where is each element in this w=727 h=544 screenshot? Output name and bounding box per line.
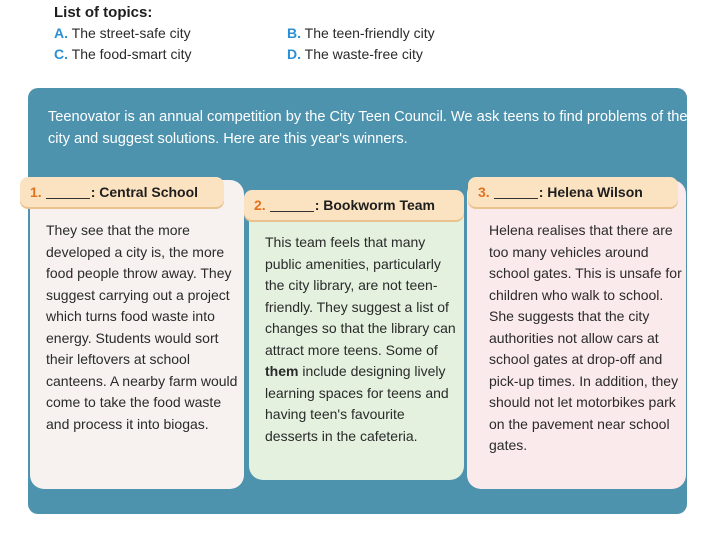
topic-c xyxy=(54,46,191,62)
winner-text-part: include designing lively learning spaces for teens and having teen's favourite desserts in the cafeteria. xyxy=(265,363,449,444)
answer-blank[interactable] xyxy=(494,184,538,199)
winner-number: 1. xyxy=(30,184,42,200)
winner-name: : Central School xyxy=(90,184,199,200)
topic-a xyxy=(54,25,191,41)
topic-b xyxy=(287,25,435,41)
winner-text-3: Helena realises that there are too many vehicles around school gates. This is unsafe for children who walk to school. She suggests that the city authorities not allow cars at school gates at drop-off and pick-up times. In addition, they should not let motorbikes park on the pavement near school gates. xyxy=(489,222,682,453)
winner-name: : Helena Wilson xyxy=(538,184,643,200)
winner-heading-1 xyxy=(20,177,224,207)
topic-letter: C. xyxy=(54,46,68,62)
answer-blank[interactable] xyxy=(270,197,314,212)
winner-text-bold: them xyxy=(265,363,299,379)
topic-text: The waste-free city xyxy=(304,46,423,62)
intro-text: Teenovator is an annual competition by the City Teen Council. We ask teens to find problems of the city and suggest solutions. Here are this year's winners. xyxy=(48,109,688,147)
winner-text-2 xyxy=(265,232,461,447)
topic-text: The food-smart city xyxy=(71,46,192,62)
topic-letter: B. xyxy=(287,25,301,41)
winner-heading-3 xyxy=(468,177,678,207)
topic-letter: A. xyxy=(54,25,68,41)
winner-heading-2 xyxy=(244,190,464,220)
winner-text-part: This team feels that many public amenities, particularly the city library, are not teen-friendly. They suggest a list of changes so that the library can attract more teens. Some of xyxy=(265,234,456,358)
topic-text: The street-safe city xyxy=(71,25,191,41)
topic-d xyxy=(287,46,423,62)
winner-number: 3. xyxy=(478,184,490,200)
winner-text-1: They see that the more developed a city is, the more food people throw away. They suggest carrying out a project which turns food waste into energy. Students would sort their leftovers at school canteens. A nearby farm would come to take the food waste and process it into biogas. xyxy=(46,222,238,432)
topics-title: List of topics: xyxy=(54,4,153,21)
topic-text: The teen-friendly city xyxy=(304,25,435,41)
answer-blank[interactable] xyxy=(46,184,90,199)
topic-letter: D. xyxy=(287,46,301,62)
winner-number: 2. xyxy=(254,197,266,213)
winner-name: : Bookworm Team xyxy=(314,197,435,213)
